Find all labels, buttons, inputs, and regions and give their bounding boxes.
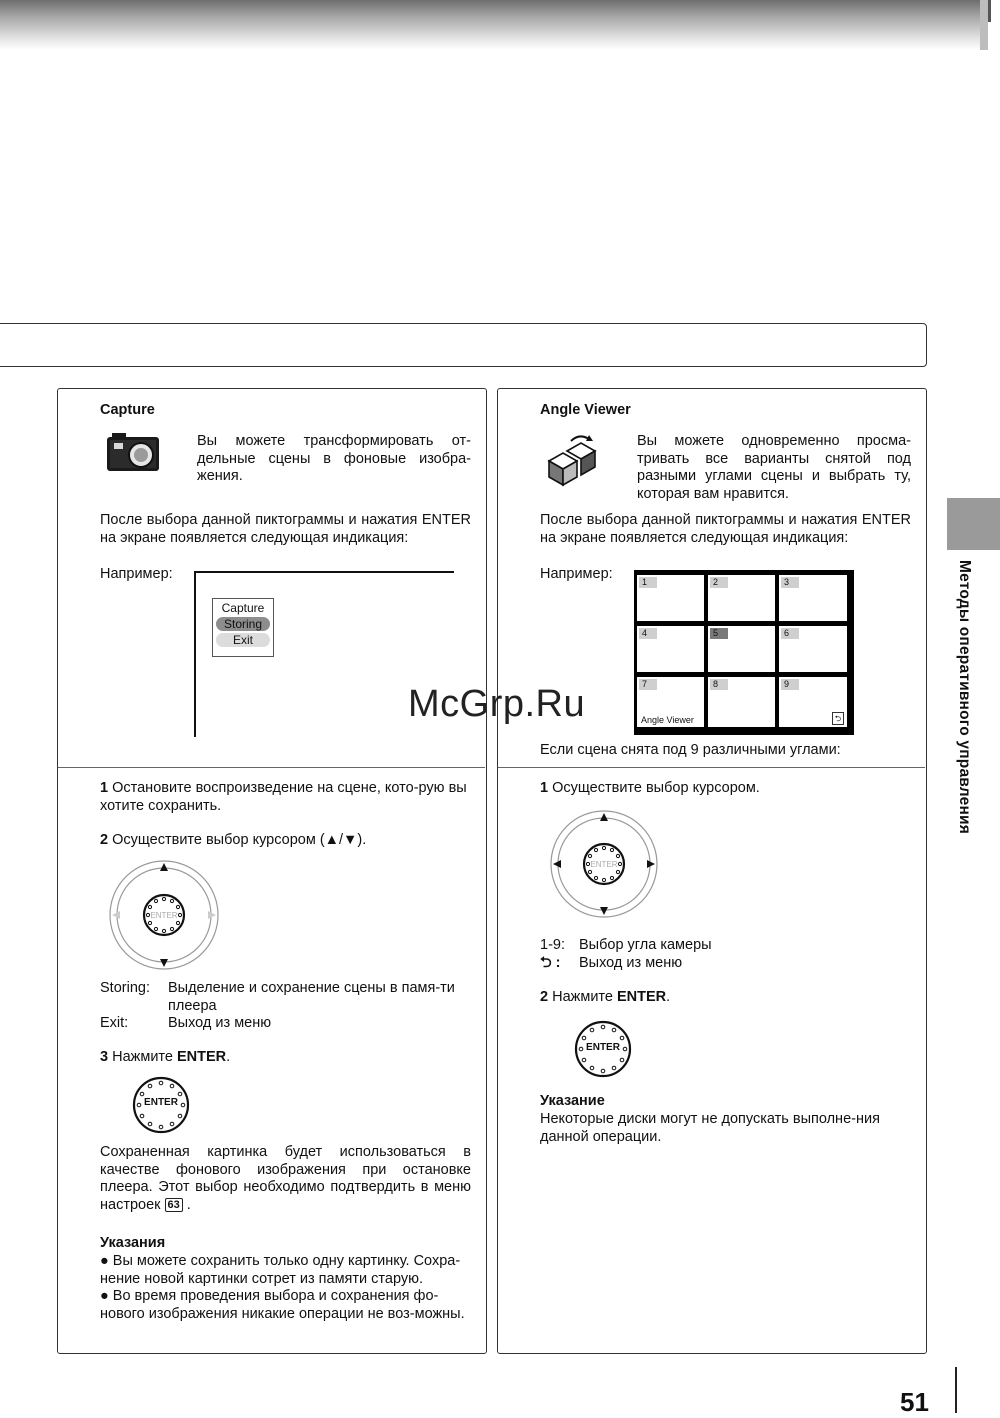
capture-step1	[100, 780, 471, 815]
capture-osd-menu	[212, 598, 274, 657]
angle-step1	[540, 780, 760, 798]
angle-cell-1[interactable]	[637, 575, 704, 621]
range-label: 1-9:	[540, 937, 565, 953]
angle-note: Некоторые диски могут не допускать выполне-ния данной операции.	[540, 1111, 880, 1145]
angle-caption: Если сцена снята под 9 различными углами:	[540, 742, 841, 758]
page-number-rule	[955, 1367, 957, 1413]
cell-number: 2	[710, 577, 728, 588]
angle-cell-6[interactable]	[779, 626, 847, 672]
angle-cell-2[interactable]	[708, 575, 775, 621]
enter-button-label: ENTER	[144, 1097, 178, 1108]
bullet-icon: ●	[100, 1288, 109, 1304]
section-title-box	[0, 323, 927, 367]
cursor-dial-updown	[107, 859, 221, 971]
angle-step2-enter: ENTER	[617, 989, 667, 1005]
watermark: McGrp.Ru	[408, 683, 586, 725]
capture-note-1-text: Вы можете сохранить только одну картинку. Сохра-нение новой картинки сотрет из памяти старую.	[100, 1253, 461, 1287]
cell-number: 1	[639, 577, 657, 588]
step-number: 1	[540, 780, 549, 796]
capture-after-select: После выбора данной пиктограммы и нажатия ENTER на экране появляется следующая индикация:	[100, 512, 471, 546]
capture-step1-text: Остановите воспроизведение на сцене, кото-рую вы хотите сохранить.	[100, 780, 467, 814]
bullet-icon: ●	[100, 1253, 109, 1269]
angle-cell-4[interactable]	[637, 626, 704, 672]
svg-text:ENTER: ENTER	[150, 911, 178, 920]
cell-number: 9	[781, 679, 799, 690]
page-ref-badge: 63	[165, 1198, 183, 1212]
angle-cell-5[interactable]	[708, 626, 775, 672]
cell-number: 7	[639, 679, 657, 690]
capture-saved-text: Сохраненная картинка будет использоваться в качестве фонового изображения при остановке плеера. Этот выбор необходимо подтвердить в меню настроек 63 .	[100, 1144, 471, 1213]
capture-divider	[58, 767, 485, 768]
step-number: 1	[100, 780, 109, 796]
angle-viewer-icon	[543, 431, 601, 489]
capture-step3-text: Нажмите	[112, 1049, 173, 1065]
exit-desc: Выход из меню	[168, 1015, 272, 1031]
capture-step2-text: Осуществите выбор курсором (▲/▼).	[112, 832, 367, 848]
angle-step2-text: Нажмите	[552, 989, 613, 1005]
capture-step2	[100, 832, 471, 850]
angle-grid	[634, 570, 854, 735]
capture-note-2-text: Во время проведения выбора и сохранения фо-нового изображения никакие операции не воз-можны.	[100, 1288, 465, 1322]
range-desc: Выбор угла камеры	[579, 937, 712, 953]
exit-label: Exit:	[100, 1015, 129, 1031]
angle-cell-3[interactable]	[779, 575, 847, 621]
header-strip	[980, 0, 988, 50]
capture-example-label: Например:	[100, 566, 173, 582]
cell-number: 6	[781, 628, 799, 639]
cell-number: 4	[639, 628, 657, 639]
osd-title: Capture	[216, 601, 270, 615]
angle-cell-7[interactable]	[637, 677, 704, 727]
angle-step2: 2 Нажмите ENTER.	[540, 989, 671, 1005]
screen-frame-top	[194, 571, 454, 573]
side-label: Методы оперативного управления	[956, 560, 973, 834]
enter-button-label-2: ENTER	[586, 1042, 620, 1053]
osd-exit[interactable]: Exit	[216, 633, 270, 647]
cell-number: 8	[710, 679, 728, 690]
capture-intro: Вы можете трансформировать от-дельные сцены в фоновые изобра-жения.	[197, 433, 471, 484]
page-number: 51	[900, 1387, 929, 1417]
cell-number: 5	[710, 628, 728, 639]
angle-example-label: Например:	[540, 566, 613, 582]
angle-cell-9[interactable]	[779, 677, 847, 727]
capture-title: Capture	[100, 402, 155, 418]
capture-step3-enter: ENTER	[177, 1049, 227, 1065]
angle-note-title: Указание	[540, 1093, 605, 1109]
storing-desc: Выделение и сохранение сцены в памя-ти плеера	[168, 980, 455, 1014]
angle-after-select: После выбора данной пиктограммы и нажатия ENTER на экране появляется следующая индикация:	[540, 512, 911, 546]
osd-storing[interactable]: Storing	[216, 617, 270, 631]
return-icon[interactable]: ⮌	[832, 712, 844, 725]
grid-label: Angle Viewer	[641, 715, 694, 725]
header-bar	[0, 0, 980, 50]
angle-title: Angle Viewer	[540, 402, 631, 418]
cursor-dial-all	[548, 809, 660, 919]
step-number: 2	[540, 989, 549, 1005]
return-icon-label: ⮌ :	[540, 955, 561, 971]
svg-text:ENTER: ENTER	[590, 860, 618, 869]
capture-saved-body: Сохраненная картинка будет использоваться в качестве фонового изображения при остановке плеера. Этот выбор необходимо подтвердить в меню настроек	[100, 1144, 471, 1213]
angle-exit-desc: Выход из меню	[579, 955, 683, 971]
angle-divider	[498, 767, 925, 768]
angle-intro: Вы можете одновременно просма-тривать все варианты снятой под разными углами сцены и выбрать ту, которая вам нравится.	[637, 433, 911, 502]
capture-note-2	[100, 1288, 471, 1323]
capture-note-1	[100, 1253, 471, 1288]
capture-step3: 3 Нажмите ENTER.	[100, 1049, 231, 1065]
camera-icon	[104, 431, 162, 473]
header-edge	[988, 0, 991, 22]
angle-cell-8[interactable]	[708, 677, 775, 727]
capture-notes-title: Указания	[100, 1235, 166, 1251]
storing-label: Storing:	[100, 980, 150, 996]
side-tab	[947, 498, 1000, 550]
cell-number: 3	[781, 577, 799, 588]
screen-frame-left	[194, 571, 196, 737]
step-number: 2	[100, 832, 109, 848]
step-number: 3	[100, 1049, 109, 1065]
angle-step1-text: Осуществите выбор курсором.	[552, 780, 760, 796]
